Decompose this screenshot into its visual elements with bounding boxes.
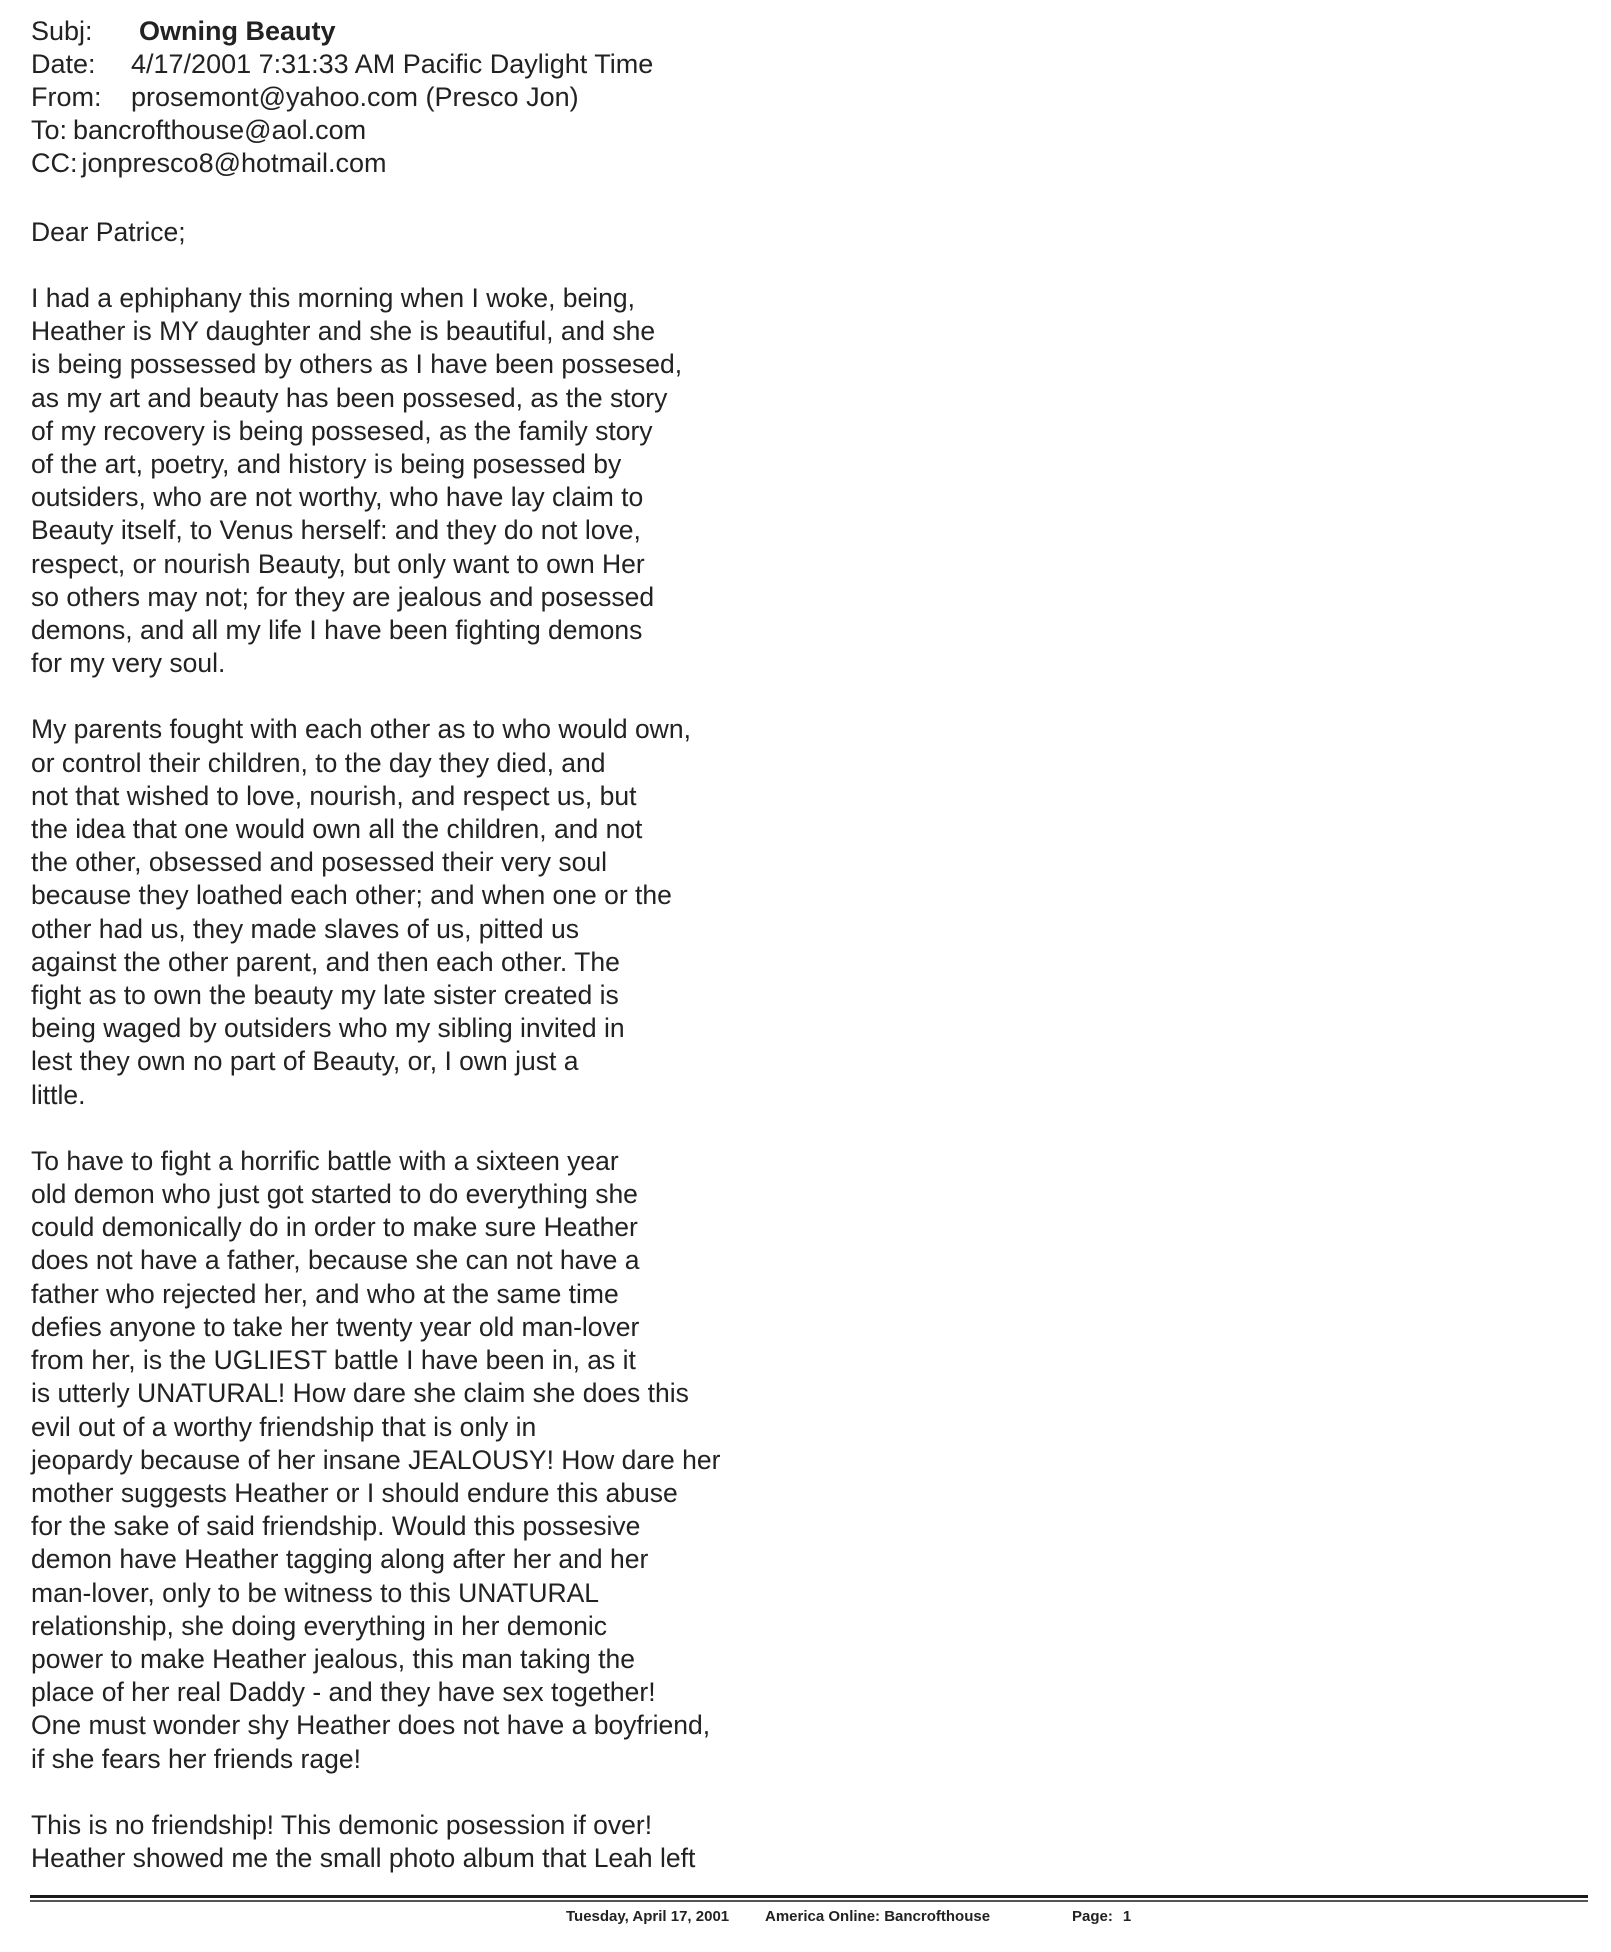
body-line: fight as to own the beauty my late sister created is [31,980,619,1011]
from-row [31,81,653,114]
body-line: power to make Heather jealous, this man taking the [31,1643,635,1674]
body-line: I had a ephiphany this morning when I woke, being, [31,283,636,313]
body-line: the other, obsessed and posessed their very soul [31,847,607,878]
date-label: Date: [31,49,96,79]
footer-rule-thin [30,1900,1588,1902]
to-row [31,114,653,147]
body-paragraph [31,1145,720,1776]
body-line: defies anyone to take her twenty year old man-lover [31,1311,640,1342]
body-line: To have to fight a horrific battle with a sixteen year [31,1145,619,1176]
body-line: father who rejected her, and who at the same time [31,1278,619,1309]
body-line: so others may not; for they are jealous and posessed [31,581,655,612]
body-line: evil out of a worthy friendship that is only in [31,1411,537,1442]
subject-value: Owning Beauty [139,16,336,46]
body-line: from her, is the UGLIEST battle I have been in, as it [31,1345,636,1376]
body-paragraph [31,1809,720,1875]
body-line: if she fears her friends rage! [31,1743,361,1774]
body-line: Beauty itself, to Venus herself: and they do not love, [31,515,641,546]
body-line: relationship, she doing everything in her demonic [31,1610,607,1641]
from-label: From: [31,82,102,112]
salutation: Dear Patrice; [31,217,186,247]
body-line: because they loathed each other; and when one or the [31,880,672,911]
body-line: Heather is MY daughter and she is beautiful, and she [31,316,656,347]
email-body [31,282,720,1908]
body-line: not that wished to love, nourish, and respect us, but [31,780,637,811]
body-line: This is no friendship! This demonic posession if over! [31,1809,653,1840]
body-line: does not have a father, because she can not have a [31,1245,640,1276]
body-line: against the other parent, and then each other. The [31,946,620,977]
body-line: for my very soul. [31,648,226,679]
footer-date: Tuesday, April 17, 2001 [566,1908,730,1925]
body-line: place of her real Daddy - and they have sex together! [31,1677,656,1708]
subject-label: Subj: [31,16,93,46]
cc-label: CC: [31,148,78,178]
cc-row [31,147,653,180]
body-line: as my art and beauty has been possesed, as the story [31,382,668,413]
subject-row [31,15,653,48]
body-line: old demon who just got started to do everything she [31,1179,638,1210]
body-line: could demonically do in order to make sure Heather [31,1212,638,1243]
to-label: To: [31,115,68,145]
body-line: for the sake of said friendship. Would this possesive [31,1511,641,1542]
body-line: the idea that one would own all the children, and not [31,814,643,845]
date-row [31,48,653,81]
footer-page-number: 1 [1122,1908,1132,1925]
body-line: lest they own no part of Beauty, or, I own just a [31,1046,579,1077]
footer-page-label: Page: [1072,1908,1113,1925]
body-line: of the art, poetry, and history is being posessed by [31,449,622,480]
cc-value: jonpresco8@hotmail.com [81,148,387,178]
body-line: jeopardy because of her insane JEALOUSY! How dare her [31,1444,721,1475]
date-value: 4/17/2001 7:31:33 AM Pacific Daylight Time [131,49,654,79]
footer-rule [30,1895,1588,1898]
body-line: man-lover, only to be witness to this UNATURAL [31,1577,600,1608]
body-line: respect, or nourish Beauty, but only want to own Her [31,548,645,579]
body-line: My parents fought with each other as to who would own, [31,714,691,745]
from-value: prosemont@yahoo.com (Presco Jon) [131,82,579,112]
body-line: demon have Heather tagging along after her and her [31,1544,649,1575]
to-value: bancrofthouse@aol.com [73,115,367,145]
body-paragraph [31,282,720,680]
body-line: mother suggests Heather or I should endure this abuse [31,1477,678,1508]
email-header [31,15,653,180]
body-line: outsiders, who are not worthy, who have lay claim to [31,482,644,513]
body-line: being waged by outsiders who my sibling invited in [31,1013,625,1044]
body-line: is being possessed by others as I have been possesed, [31,349,683,380]
body-line: of my recovery is being possesed, as the family story [31,415,653,446]
body-line: Heather showed me the small photo album that Leah left [31,1842,696,1873]
footer-app-name: America Online: Bancrofthouse [765,1908,991,1925]
body-line: other had us, they made slaves of us, pitted us [31,913,579,944]
body-line: One must wonder shy Heather does not have a boyfriend, [31,1710,711,1741]
body-line: or control their children, to the day they died, and [31,747,606,778]
body-line: demons, and all my life I have been fighting demons [31,615,643,646]
body-line: is utterly UNATURAL! How dare she claim she does this [31,1378,689,1409]
body-line: little. [31,1079,86,1110]
footer-page [1072,1908,1131,1925]
body-paragraph [31,713,720,1111]
